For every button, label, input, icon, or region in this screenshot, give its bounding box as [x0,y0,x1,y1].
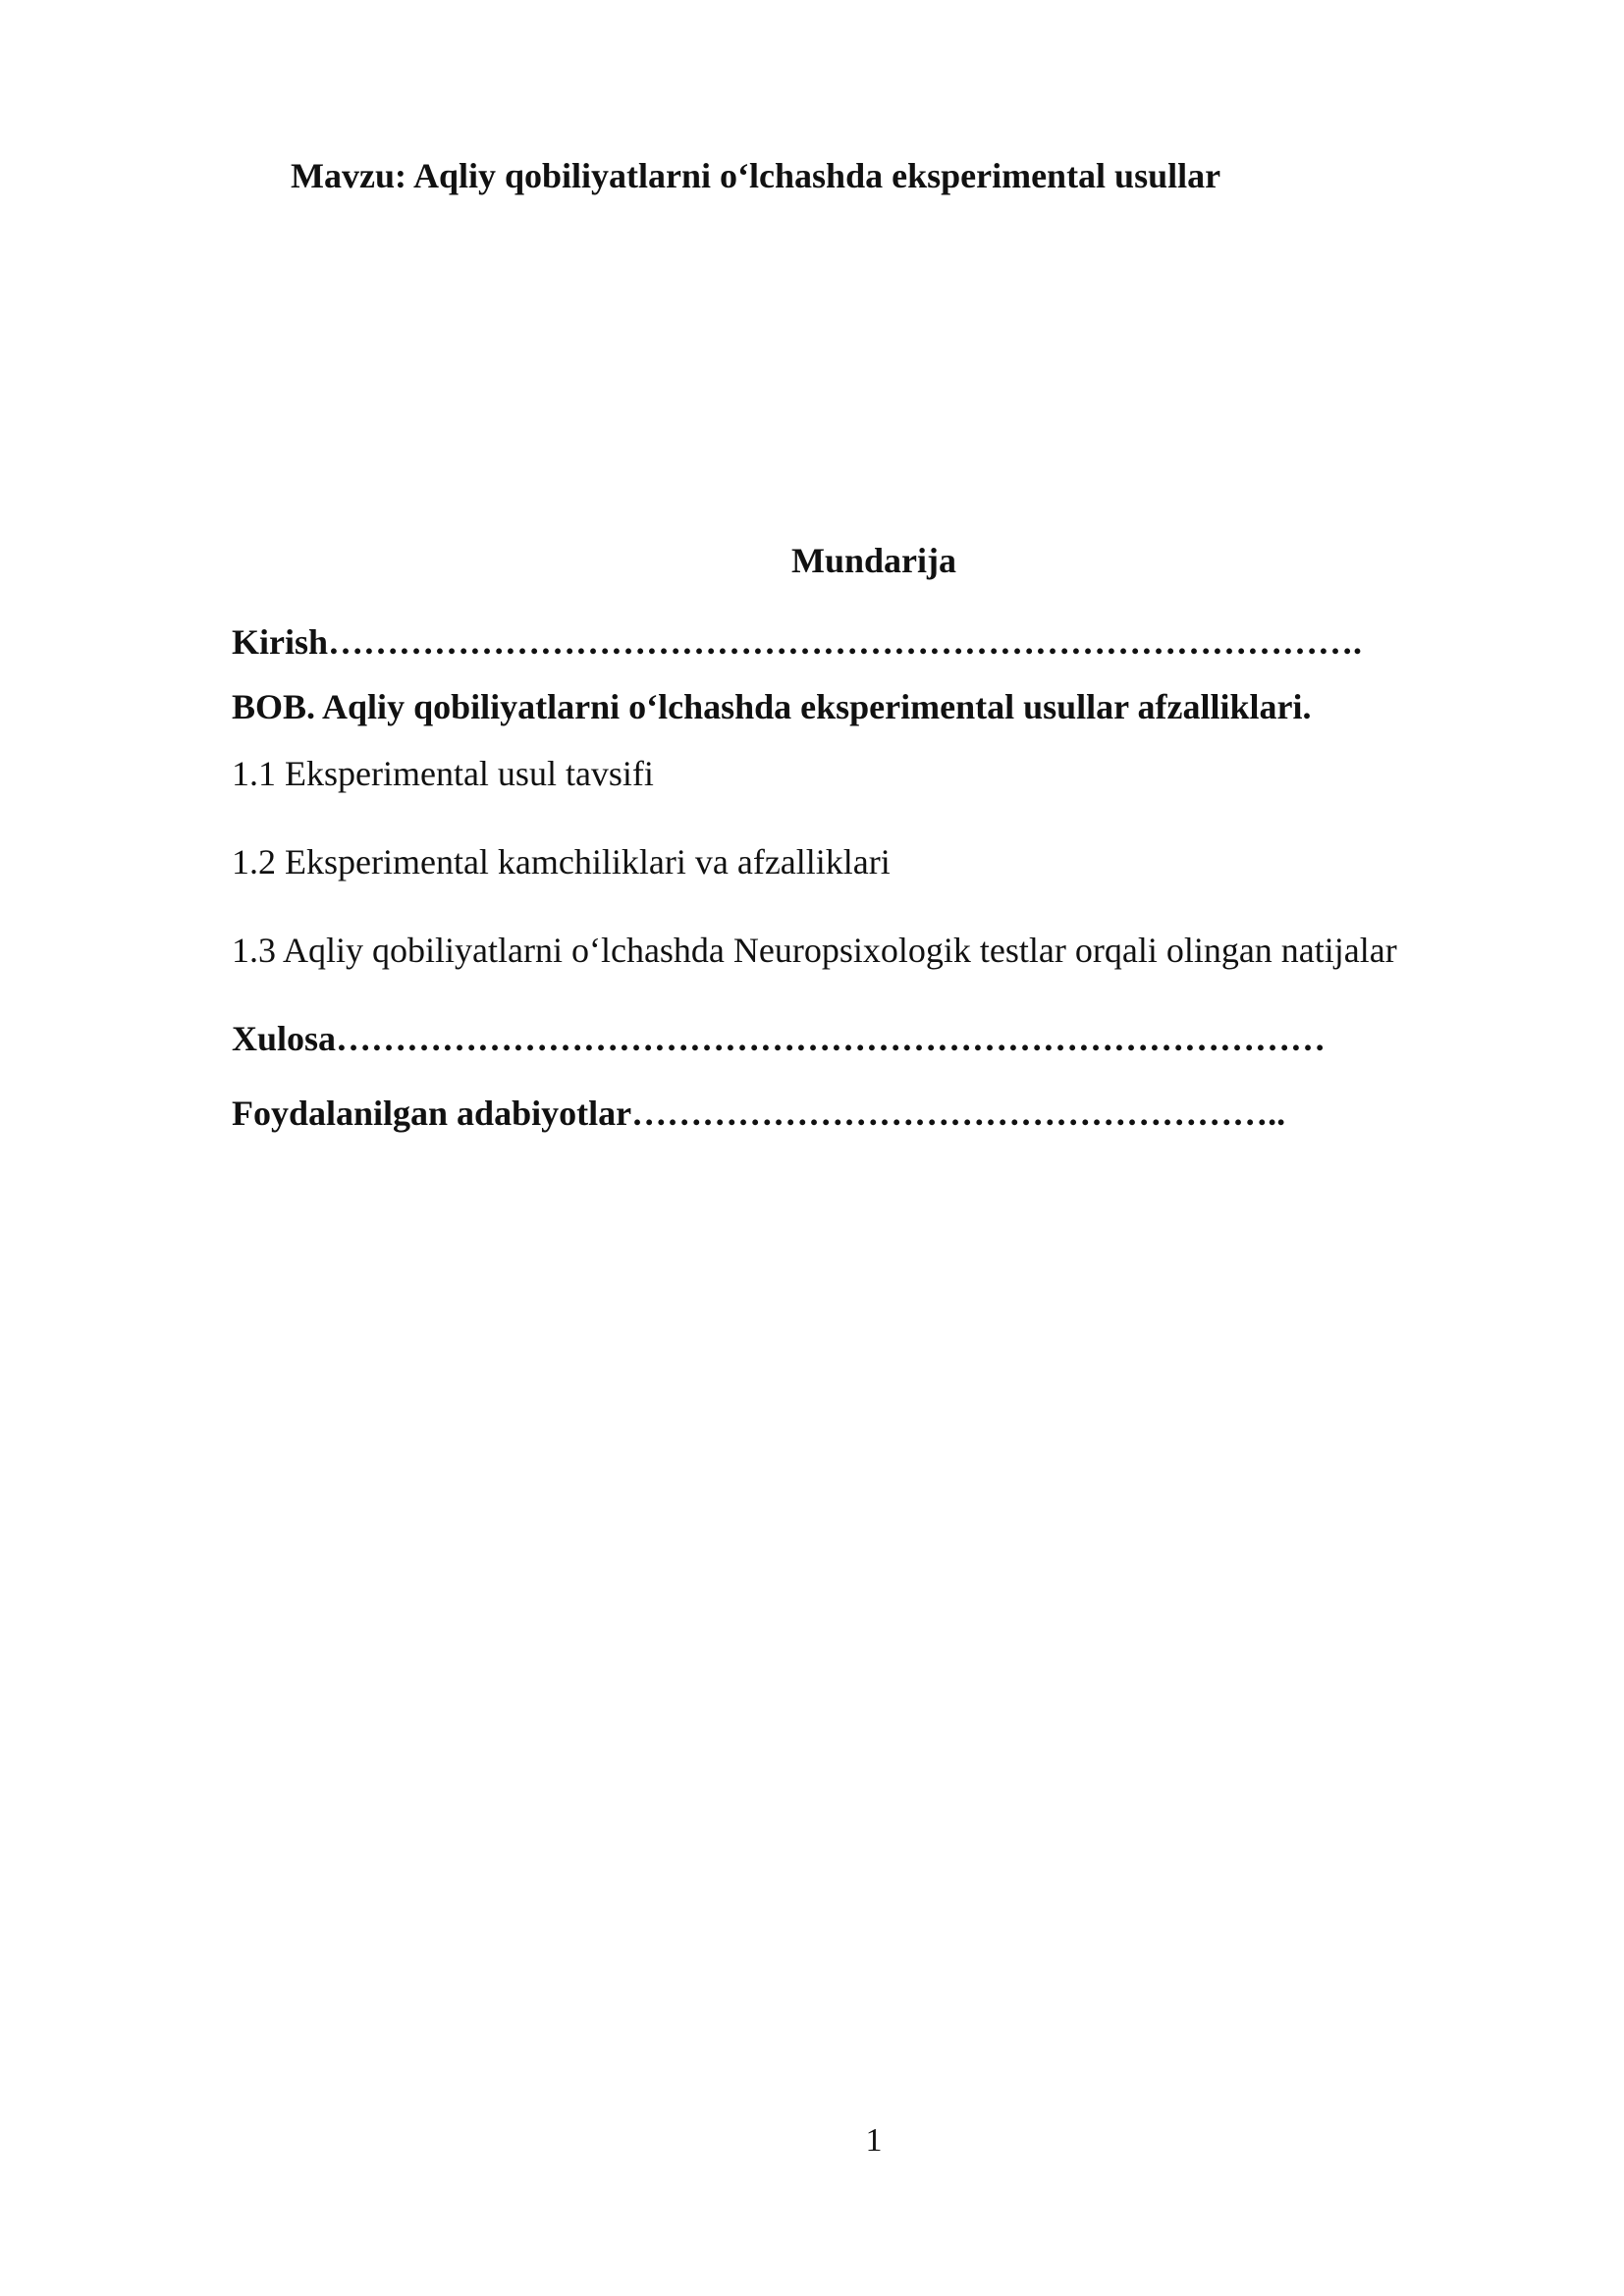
toc-entry-bob: BOB. Aqliy qobiliyatlarni o‘lchashda eksperimental usullar afzalliklari. [232,687,1312,726]
topic-title: Mavzu: Aqliy qobiliyatlarni o‘lchashda eksperimental usullar [291,156,1221,195]
toc-entry-1-3: 1.3 Aqliy qobiliyatlarni o‘lchashda Neuropsixologik testlar orqali olingan natijalar [232,931,1397,970]
toc-entry-1-1: 1.1 Eksperimental usul tavsifi [232,754,654,793]
toc-entry-1-2: 1.2 Eksperimental kamchiliklari va afzalliklari [232,842,891,881]
toc-entry-xulosa: Xulosa………………………………………………………………………… [232,1019,1326,1058]
toc-entry-adabiyotlar: Foydalanilgan adabiyotlar……………………………………………….. [232,1094,1286,1133]
page-number: 1 [865,2122,883,2159]
toc-entry-kirish: Kirish……………………………………………………………………………. [232,622,1363,662]
toc-heading: Mundarija [790,541,956,580]
